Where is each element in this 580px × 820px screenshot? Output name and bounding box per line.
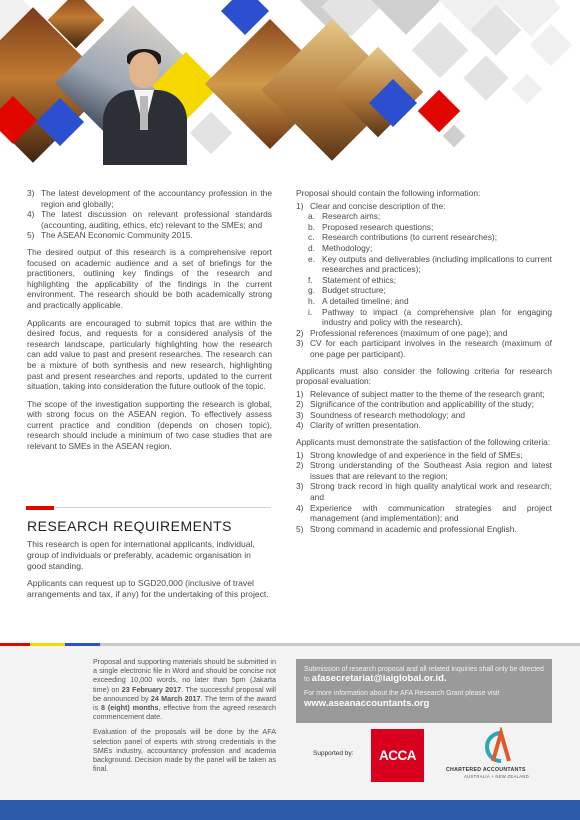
- list-item: 3) Strong track record in high quality analytical work and research; and: [296, 481, 552, 503]
- supported-by-label: Supported by:: [313, 750, 354, 757]
- paragraph: The desired output of this research is a comprehensive report focused on academic audience and a set of briefings for the practitioners, outlining key findings of the research and highlighting the applicability of the findings in the current environment. The research should be both academically strong and practically applicable.: [27, 246, 272, 310]
- list-item: 3) The latest development of the accountancy profession in the region and globally;: [27, 188, 272, 209]
- paragraph: This research is open for international applicants, individual, group of individuals or preferably, academic organisation in good standing.: [27, 539, 255, 571]
- contact-box: [296, 659, 552, 723]
- deco-tile: [190, 112, 232, 154]
- submission-paragraph: Proposal and supporting materials should be submitted in a single electronic file in Word and should be concise not exceeding 10,000 words, no later than 5pm (Jakarta time) on 23 February 2017. The successful proposal will be announced by 24 March 2017. The term of the award is 8 (eight) months, effective from the agreed research commencement date.: [93, 657, 276, 722]
- list-item: h. A detailed timeline; and: [308, 295, 409, 306]
- heading-rule: [26, 507, 271, 508]
- list-item: i. Pathway to impact (a comprehensive plan for engaging industry and policy with the research).: [308, 306, 552, 328]
- header-collage: [0, 0, 580, 165]
- businessman-figure: [103, 52, 183, 165]
- website-link[interactable]: www.aseanaccountants.org: [304, 698, 430, 709]
- list-item: d. Methodology;: [308, 242, 373, 253]
- chartered-accountants-logo-icon: [463, 727, 523, 767]
- list-item: 5) The ASEAN Economic Community 2015.: [27, 230, 193, 241]
- list-item: a. Research aims;: [308, 211, 381, 222]
- list-item: 1) Relevance of subject matter to the theme of the research grant;: [296, 388, 545, 399]
- list-item: g. Budget structure;: [308, 285, 386, 296]
- criteria-list: [296, 389, 552, 431]
- paragraph: The scope of the investigation supporting the research is global, with strong focus on the ASEAN region. To effectively assess current practice and condition (depends on chosen topic), research should include a minimum of two case studies that are relevant to SMEs in the ASEAN region.: [27, 398, 272, 452]
- list-item: 3) Soundness of research methodology; and: [296, 409, 466, 420]
- right-column: [296, 188, 552, 540]
- list-item: 5) Strong command in academic and professional English.: [296, 523, 517, 534]
- proposal-sublist: [296, 211, 552, 328]
- list-item: 3) CV for each participant involves in the research (maximum of one page per participant).: [296, 338, 552, 359]
- ca-region: AUSTRALIA + NEW ZEALAND: [464, 774, 529, 779]
- deco-tile: [412, 22, 469, 79]
- list-item: 2) Strong understanding of the Southeast Asia region and latest issues that are relevant to the region;: [296, 460, 552, 481]
- deco-tile: [463, 55, 508, 100]
- list-item: e. Key outputs and deliverables (including implications to current researches and practices);: [308, 253, 552, 275]
- list-item: 2) Professional references (maximum of one page); and: [296, 327, 508, 338]
- requirements-body: [27, 539, 272, 607]
- left-column: [27, 188, 272, 459]
- list-item: 1) Clear and concise description of the: a. Research aims; b. Proposed research questions; c. Research contributions (to current researches); d. Methodology; e. Key outputs and deliverables (including implications to current researches and practices); f. Statement of ethics; g. Budget structure; h. A detailed timeline; and i. Pathway to impact (a comprehensive plan for engaging industry and policy with the research).: [296, 200, 552, 328]
- list-item: f. Statement of ethics;: [308, 274, 397, 285]
- acca-logo: ACCA: [371, 729, 424, 782]
- list-item: 4) Clarity of written presentation.: [296, 420, 421, 431]
- satisfaction-intro: Applicants must demonstrate the satisfaction of the following criteria:: [296, 437, 551, 448]
- list-item: 4) The latest discussion on relevant professional standards (accounting, auditing, ethics, etc) relevant to the SMEs; and: [27, 209, 272, 230]
- contact-line: Submission of research proposal and all related inquiries shall only be directed to afasecretariat@iaiglobal.or.id.: [304, 666, 544, 684]
- proposal-intro: Proposal should contain the following information:: [296, 188, 481, 198]
- evaluation-paragraph: Evaluation of the proposals will be done by the AFA selection panel of experts with strong credentials in the SMEs industry, accountancy profession and academia background. Decision made by the panel will be taken as final.: [93, 727, 276, 774]
- list-item: 1) Strong knowledge of and experience in the field of SMEs;: [296, 449, 523, 460]
- bottom-bar: [0, 800, 580, 820]
- submission-info: [93, 657, 276, 779]
- satisfaction-list: [296, 450, 552, 535]
- paragraph: Applicants are encouraged to submit topics that are within the desired focus, and requests for a considered analysis of the research landscape, particularly highlighting how the research can add value to past and present researches. The research can be a mixture of both synthesis and new research, highlighting past and present researches and reports, updated to the current situation, taking into consideration the future outlook of the topic.: [27, 317, 272, 392]
- criteria-intro: Applicants must also consider the following criteria for research proposal evaluation:: [296, 365, 552, 387]
- email-link[interactable]: afasecretariat@iaiglobal.or.id.: [311, 673, 447, 684]
- info-line: For more information about the AFA Research Grant please visit: [304, 690, 500, 697]
- ca-name: CHARTERED ACCOUNTANTS: [446, 767, 526, 773]
- deco-tile: [511, 73, 542, 104]
- list-item: 4) Experience with communication strategies and project management (and implementation); and: [296, 502, 552, 524]
- list-item: b. Proposed research questions;: [308, 221, 434, 232]
- research-requirements-heading: RESEARCH REQUIREMENTS: [27, 518, 232, 534]
- list-item: 2) Significance of the contribution and applicability of the study;: [296, 399, 534, 410]
- list-item: c. Research contributions (to current researches);: [308, 232, 498, 243]
- focus-list: [27, 188, 272, 241]
- deco-tile: [443, 125, 466, 148]
- proposal-list: [296, 201, 552, 360]
- paragraph: Applicants can request up to SGD20,000 (inclusive of travel arrangements and tax, if any) for the undertaking of this project.: [27, 578, 269, 600]
